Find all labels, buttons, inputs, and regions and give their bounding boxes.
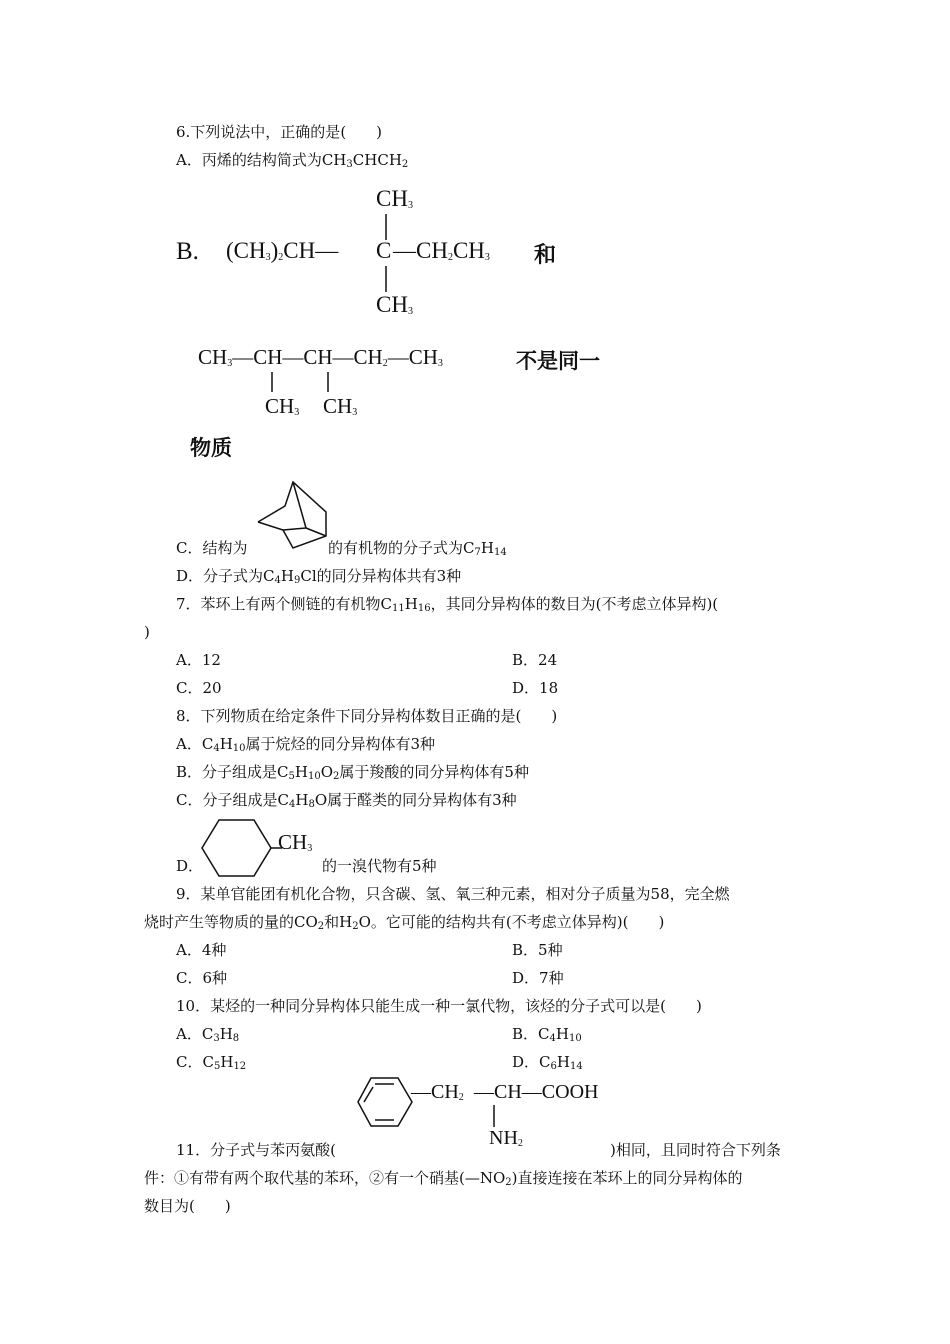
q11-line1-b: )相同，且同时符合下列条 <box>610 1141 781 1159</box>
q8-option-d-text: 的一溴代物有5种 <box>322 857 437 875</box>
q8-d-methyl: $CH_3$ <box>278 830 313 854</box>
q10-option-b: B．$C_4H_{10}$ <box>512 1025 582 1044</box>
q10-option-a: A．$C_3H_8$ <box>176 1025 240 1044</box>
q9-option-c: C．6种 <box>176 969 228 987</box>
q6-b-top-methyl: $CH_3$ <box>376 186 413 211</box>
cyclohexane-ring-icon <box>202 818 282 880</box>
q6-b-tail2: 物质 <box>190 436 232 460</box>
q6-b-vertical-bonds <box>382 212 392 332</box>
bicyclo-structure-icon <box>258 480 328 550</box>
q9-option-a: A．4种 <box>176 941 227 959</box>
q11-struct-chain-a: $—CH_2$ <box>411 1081 464 1103</box>
q6-option-d: D．分子式为$C_4H_9Cl$的同分异构体共有3种 <box>176 567 462 586</box>
q7-stem-close: ) <box>144 623 150 641</box>
q8-option-a: A．$C_4H_{10}$属于烷烃的同分异构体有3种 <box>176 735 436 754</box>
q8-option-c: C．分子组成是$C_4H_8O$属于醛类的同分异构体有3种 <box>176 791 517 810</box>
q6-option-c-suffix: 的有机物的分子式为$C_7H_{14}$ <box>328 539 507 558</box>
q6-b-tail: 不是同一 <box>516 349 600 373</box>
q8-stem: 8．下列物质在给定条件下同分异构体数目正确的是( ) <box>176 707 558 725</box>
q6-b-mol1-left: $(CH_3)_2CH—$ <box>226 238 339 263</box>
q9-line2: 烧时产生等物质的量的$CO_2$和$H_2O$。它可能的结构共有(不考虑立体异构)( ) <box>144 913 665 932</box>
q7-option-a: A．12 <box>176 651 221 669</box>
q8-option-d-label: D． <box>176 857 204 875</box>
q10-option-c: C．$C_5H_{12}$ <box>176 1053 247 1072</box>
q11-line3: 数目为( ) <box>144 1197 231 1215</box>
q6-b-mol2-chain: $CH_3—CH—CH—CH_2—CH_3$ <box>198 345 443 369</box>
q7-option-c: C．20 <box>176 679 222 697</box>
q10-stem: 10．某烃的一种同分异构体只能生成一种一氯代物，该烃的分子式可以是( ) <box>176 997 702 1015</box>
q10-option-d: D．$C_6H_{14}$ <box>512 1053 583 1072</box>
q6-b-and: 和 <box>534 243 557 268</box>
q9-option-d: D．7种 <box>512 969 564 987</box>
q11-line2: 件：①有带有两个取代基的苯环，②有一个硝基$(—NO_2)$直接连接在苯环上的同分异构体的 <box>144 1169 743 1188</box>
q11-struct-chain-b: —CH—COOH <box>474 1081 599 1103</box>
q11-amine: $NH_2$ <box>489 1127 523 1149</box>
q8-option-b: B．分子组成是$C_5H_{10}O_2$属于羧酸的同分异构体有5种 <box>176 763 529 782</box>
benzene-ring-icon <box>358 1076 418 1132</box>
q6-option-b-label: B. <box>176 238 199 265</box>
q6-b-mol1-right: $—CH_2CH_3$ <box>393 238 490 263</box>
q6-option-a: A．丙烯的结构简式为$CH_3CHCH_2$ <box>176 151 409 170</box>
q11-amine-bond <box>492 1105 498 1129</box>
q7-option-d: D．18 <box>512 679 559 697</box>
q6-option-c-prefix: C．结构为 <box>176 539 248 557</box>
q11-line1-a: 11．分子式与苯丙氨酸( <box>176 1141 336 1159</box>
q6-b-mol2-methyl-2: $CH_3$ <box>323 394 358 418</box>
q9-line1: 9．某单官能团有机化合物，只含碳、氢、氧三种元素，相对分子质量为58，完全燃 <box>176 885 730 903</box>
q7-option-b: B．24 <box>512 651 558 669</box>
q6-b-mol2-methyl-1: $CH_3$ <box>265 394 300 418</box>
q6-b-central-carbon: C <box>376 238 392 263</box>
q6-b-bottom-methyl: $CH_3$ <box>376 292 413 317</box>
q6-stem: 6.下列说法中，正确的是( ) <box>176 123 383 141</box>
q7-stem: 7．苯环上有两个侧链的有机物$C_{11}H_{16}$，其同分异构体的数目为(不考虑立体异构)( <box>176 595 719 614</box>
q9-option-b: B．5种 <box>512 941 563 959</box>
